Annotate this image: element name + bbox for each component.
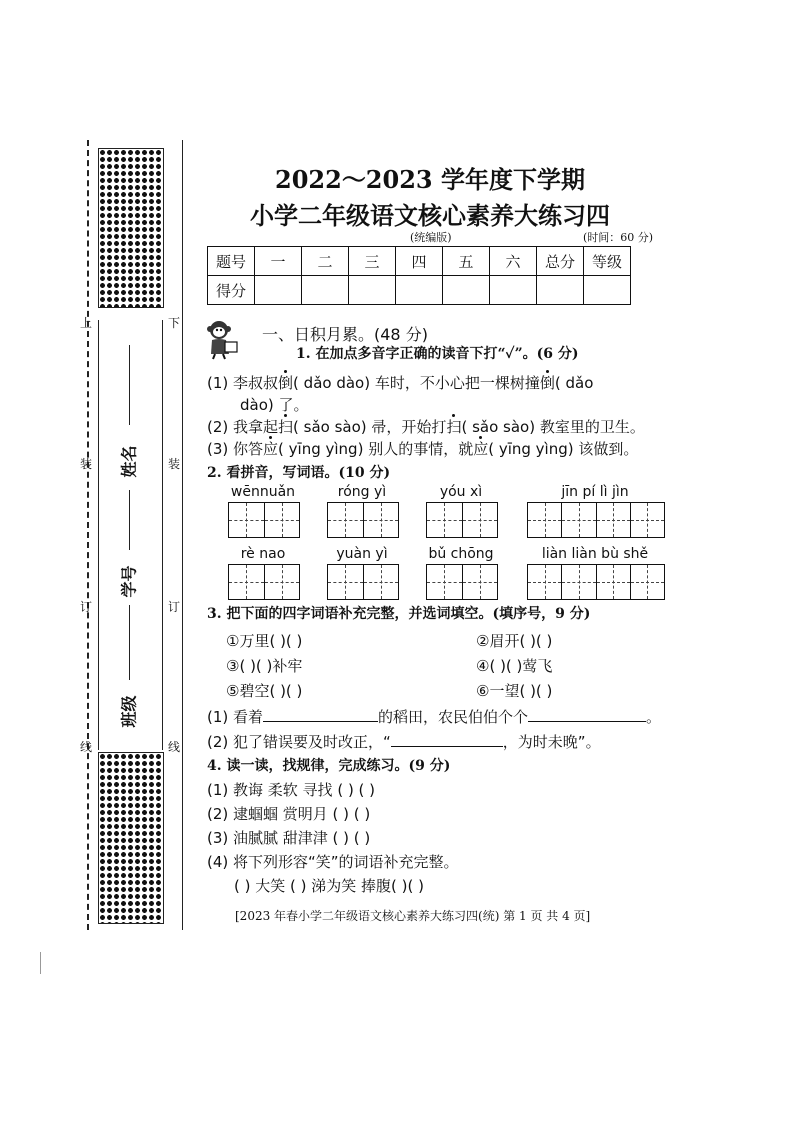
binding-dot-pattern-top <box>98 148 164 308</box>
q1-dotted-char: 扫 <box>446 418 462 436</box>
q2-prompt: 2. 看拼音，写词语。(10 分) <box>207 465 391 481</box>
score-row-label: 得分 <box>208 276 255 305</box>
q1-item3-text: ( yīng yìng) 该做到。 <box>488 440 639 458</box>
score-cell[interactable] <box>537 276 584 305</box>
score-cell[interactable] <box>584 276 631 305</box>
idiom-item[interactable]: ⑤碧空( )( ) <box>226 682 303 700</box>
q4-prompt: 4. 读一读，找规律，完成练习。(9 分) <box>207 758 451 774</box>
monkey-mascot-icon <box>207 318 241 360</box>
q1-item1 <box>207 372 593 393</box>
zhuang-mark-right: 装 <box>168 457 181 471</box>
idiom-item[interactable]: ③( )( )补牢 <box>226 657 303 675</box>
q4-item2[interactable]: (2) 逮蝈蝈 赏明月 ( ) ( ) <box>207 805 371 823</box>
student-id-label: 学号 <box>119 565 139 598</box>
score-table-header-cell: 五 <box>443 247 490 276</box>
score-cell[interactable] <box>255 276 302 305</box>
fill-blank[interactable] <box>528 721 646 722</box>
score-table-score-row <box>208 276 631 305</box>
ding-mark-right: 订 <box>168 600 181 614</box>
score-table-header-cell: 一 <box>255 247 302 276</box>
q1-dotted-char: 倒 <box>278 374 294 392</box>
score-table-header-cell: 等级 <box>584 247 631 276</box>
q1-item1-continued: dào) 了。 <box>240 396 309 414</box>
section1-heading: 一、日积月累。(48 分) <box>262 325 428 344</box>
q4-item3[interactable]: (3) 油腻腻 甜津津 ( ) ( ) <box>207 829 371 847</box>
edition-label: (统编版) <box>410 231 452 244</box>
q1-item3 <box>207 438 638 459</box>
q1-item2-text: (2) 我拿起 <box>207 418 279 436</box>
zhuang-mark-left: 装 <box>80 457 93 471</box>
scan-mark <box>40 952 41 974</box>
q1-dotted-char: 倒 <box>539 374 555 392</box>
score-table-header-cell: 三 <box>349 247 396 276</box>
class-fill-line[interactable] <box>129 605 130 680</box>
q1-dotted-char: 应 <box>263 440 279 458</box>
q3-fill2-text: ，为时未晚”。 <box>502 733 601 751</box>
idiom-item[interactable]: ①万里( )( ) <box>226 632 303 650</box>
exam-title-line1: 2022～2023 学年度下学期 <box>275 165 585 194</box>
q3-fill1-text: 的稻田，农民伯伯个个 <box>378 708 529 726</box>
idiom-item[interactable]: ②眉开( )( ) <box>476 632 553 650</box>
q1-item1-text: (1) 李叔叔 <box>207 374 279 392</box>
binding-inner-rule-right <box>162 320 163 750</box>
name-label: 姓名 <box>119 445 139 478</box>
score-table-header-cell: 四 <box>396 247 443 276</box>
q1-item2-text: ( sǎo sào) 帚，开始打 <box>293 418 447 436</box>
score-cell[interactable] <box>443 276 490 305</box>
q3-fill1-text: (1) 看着 <box>207 708 264 726</box>
q1-prompt: 1. 在加点多音字正确的读音下打“✓”。(6 分) <box>296 346 579 362</box>
writing-grid[interactable] <box>327 502 399 538</box>
score-table-header-cell: 六 <box>490 247 537 276</box>
writing-grid[interactable] <box>527 502 665 538</box>
student-id-fill-line[interactable] <box>129 490 130 550</box>
q1-dotted-char: 应 <box>473 440 489 458</box>
q4-item4: (4) 将下列形容“笑”的词语补充完整。 <box>207 853 459 871</box>
q3-fill-sentence1 <box>207 706 661 727</box>
score-table-header-cell: 二 <box>302 247 349 276</box>
time-label: (时间：60 分) <box>583 231 654 244</box>
cut-mark-top-left: 上 <box>80 316 93 330</box>
q1-dotted-char: 扫 <box>278 418 294 436</box>
xian-mark-right: 线 <box>168 740 181 754</box>
ding-mark-left: 订 <box>80 600 93 614</box>
name-fill-line[interactable] <box>129 345 130 425</box>
pinyin-label: jīn pí lì jìn <box>561 484 629 500</box>
idiom-item[interactable]: ⑥一望( )( ) <box>476 682 553 700</box>
q3-fill2-text: (2) 犯了错误要及时改正，“ <box>207 733 391 751</box>
writing-grid[interactable] <box>228 502 300 538</box>
writing-grid[interactable] <box>426 564 498 600</box>
fill-blank[interactable] <box>263 721 378 722</box>
pinyin-label: róng yì <box>337 484 387 500</box>
cut-mark-top-right: 下 <box>168 316 181 330</box>
page-footer: [2023 年春小学二年级语文核心素养大练习四(统) 第 1 页 共 4 页] <box>235 909 591 923</box>
class-label: 班级 <box>119 695 139 728</box>
binding-inner-rule-left <box>98 320 99 750</box>
score-cell[interactable] <box>490 276 537 305</box>
q3-fill-sentence2 <box>207 731 601 752</box>
pinyin-label: wēnnuǎn <box>230 484 296 500</box>
score-cell[interactable] <box>396 276 443 305</box>
score-cell[interactable] <box>302 276 349 305</box>
score-table-header-cell: 题号 <box>208 247 255 276</box>
q1-item2-text: ( sǎo sào) 教室里的卫生。 <box>461 418 645 436</box>
writing-grid[interactable] <box>327 564 399 600</box>
writing-grid[interactable] <box>527 564 665 600</box>
q1-item3-text: (3) 你答 <box>207 440 264 458</box>
pinyin-label: bǔ chōng <box>428 546 494 562</box>
binding-dashed-line <box>87 140 89 930</box>
writing-grid[interactable] <box>426 502 498 538</box>
score-cell[interactable] <box>349 276 396 305</box>
score-table <box>207 246 631 305</box>
pinyin-label: yóu xì <box>439 484 483 500</box>
q1-item1-text: ( dǎo <box>554 374 594 392</box>
score-table-header-row <box>208 247 631 276</box>
q3-prompt: 3. 把下面的四字词语补充完整，并选词填空。(填序号，9 分) <box>207 606 591 622</box>
binding-margin-rule <box>182 140 183 930</box>
xian-mark-left: 线 <box>80 740 93 754</box>
binding-dot-pattern-bottom <box>98 752 164 924</box>
pinyin-label: rè nao <box>240 546 286 562</box>
pinyin-label: yuàn yì <box>336 546 388 562</box>
pinyin-label: liàn liàn bù shě <box>541 546 649 562</box>
q1-item1-text: ( dǎo dào) 车时，不小心把一棵树撞 <box>293 374 540 392</box>
q1-item3-text: ( yīng yìng) 别人的事情，就 <box>278 440 474 458</box>
writing-grid[interactable] <box>228 564 300 600</box>
idiom-item[interactable]: ④( )( )莺飞 <box>476 657 553 675</box>
q4-item1[interactable]: (1) 教诲 柔软 寻找 ( ) ( ) <box>207 781 376 799</box>
exam-title-line2: 小学二年级语文核心素养大练习四 <box>250 201 610 230</box>
q3-fill1-text: 。 <box>646 708 662 726</box>
score-table-header-cell: 总分 <box>537 247 584 276</box>
fill-blank[interactable] <box>391 746 503 747</box>
q1-item2 <box>207 416 645 437</box>
q4-item4-blanks[interactable]: ( ) 大笑 ( ) 涕为笑 捧腹( )( ) <box>234 877 424 895</box>
